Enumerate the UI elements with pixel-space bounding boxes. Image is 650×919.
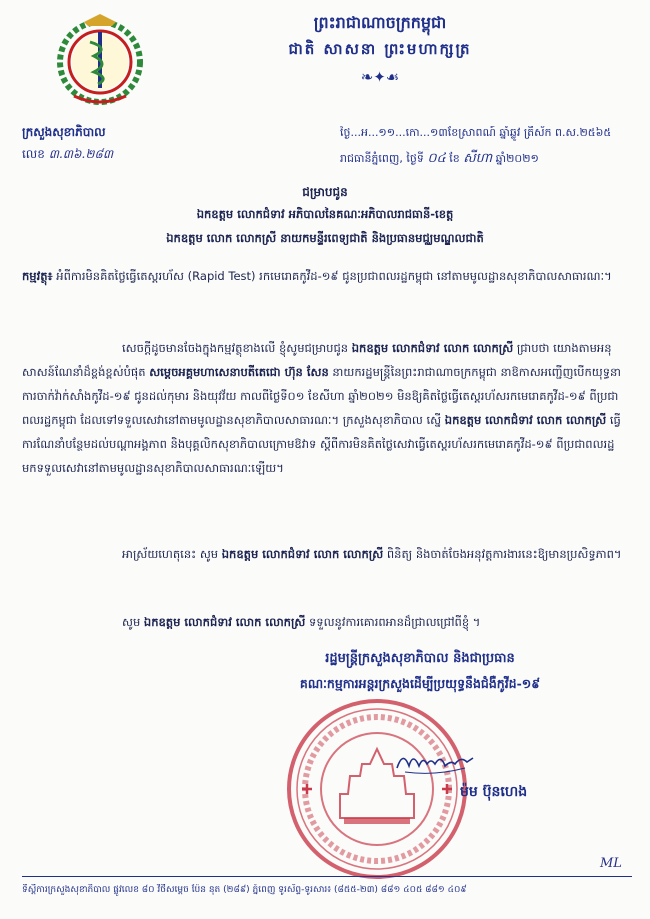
reference-label: លេខ <box>22 147 45 161</box>
date-month: សីហា <box>463 151 493 166</box>
signatory-title-2: គណៈកម្មការអន្តរក្រសួងដើម្បីប្រយុទ្ធនឹងជំងឺកូវីដ-១៩ <box>299 676 541 691</box>
body-text: នាយករដ្ឋមន្ត្រីនៃព្រះរាជាណាចក្រកម្ពុជា នាឱកាសអញ្ជើញបើកយុទ្ធនាការចាក់វ៉ាក់សាំងកូវីដ-១៩ ជូនដល់កុមារ និងយុវវ័យ កាលពីថ្ងៃទី០១ ខែសីហា ឆ្នាំ២០២១ មិនឱ្យគិតថ្លៃធ្វើតេស្តរហ័សរកមេរោគកូវីដ-១៩ ពីប្រជាពលរដ្ឋកម្ពុជា ដែលទៅទទួលសេវានៅតាមមូលដ្ឋានសុខាភិបាលសាធារណៈ។ ក្រសួងសុខាភិបាល ស្នើ <box>22 365 621 427</box>
addressee-bold: ឯកឧត្តម លោកជំទាវ លោក លោកស្រី <box>351 341 514 355</box>
subject-label: កម្មវត្ថុ៖ <box>22 269 53 283</box>
recipient-line-1: ឯកឧត្តម លោកជំទាវ អភិបាលនៃគណៈអភិបាលរាជធានី-ខេត្ត <box>196 207 454 221</box>
body-text: ពិនិត្យ និងចាត់ចែងអនុវត្តការងារនេះឱ្យមានប្រសិទ្ធភាព។ <box>383 547 622 561</box>
solar-date-prefix: រាជធានីភ្នំពេញ, ថ្ងៃទី <box>340 152 424 165</box>
date-year: ២០២១ <box>506 152 539 165</box>
recipient-line-2: ឯកឧត្តម លោក លោកស្រី នាយកមន្ទីរពេទ្យជាតិ និងប្រធានមជ្ឈមណ្ឌលជាតិ <box>166 231 484 245</box>
official-seal-stamp <box>282 694 472 884</box>
initials-mark: ML <box>600 856 622 871</box>
prime-minister-name: សម្តេចអគ្គមហាសេនាបតីតេជោ ហ៊ុន សែន <box>149 365 329 379</box>
signatory-name: ម៉ម ប៊ុនហេង <box>460 784 528 800</box>
body-text: ទទួលនូវការគោរពអានដ៏ជ្រាលជ្រៅពីខ្ញុំ ។ <box>305 615 481 629</box>
handwritten-signature <box>395 742 475 782</box>
ornament-divider: ❧✦☙ <box>360 68 400 86</box>
reference-value: ៣.៣៦.២៨៣ <box>48 147 114 161</box>
body-text: ធ្វើការណែនាំបន្ថែមដល់បណ្តាអង្គភាព និងបុគ្គលិកសុខាភិបាលក្រោមឱវាទ ស្តីពីការមិនគិតថ្លៃសេវាធ្វើតេស្តរហ័សរកមេរោគកូវីដ-១៩ ពីប្រជាពលរដ្ឋ មកទទួលសេវានៅតាមមូលដ្ឋានសុខាភិបាលសាធារណៈឡើយ។ <box>22 413 621 475</box>
body-paragraph-1 <box>22 336 632 480</box>
reference-number <box>22 146 113 164</box>
respect-heading: ជម្រាបជូន <box>302 185 348 199</box>
closing-paragraph <box>22 610 632 634</box>
addressee-bold: ឯកឧត្តម លោកជំទាវ លោក លោកស្រី <box>143 615 306 629</box>
body-text: សេចក្តីដូចមានចែងក្នុងកម្មវត្ថុខាងលើ ខ្ញុំសូមជម្រាបជូន <box>122 341 352 355</box>
addressee-bold: ឯកឧត្តម លោកជំទាវ លោក លោកស្រី <box>444 413 607 427</box>
body-text: ជ្រាបថា យោងតាមអនុសាសន៍ណែនាំដ៏ខ្ពង់ខ្ពស់បំផុត <box>22 341 612 379</box>
footer-divider <box>22 876 632 877</box>
national-motto: ជាតិ សាសនា ព្រះមហាក្សត្រ <box>288 40 472 58</box>
date-month-label: ខែ <box>449 152 460 165</box>
date-year-label: ឆ្នាំ <box>495 152 507 165</box>
body-paragraph-2 <box>22 542 632 566</box>
ministry-logo-emblem <box>54 12 146 108</box>
signatory-title-1: រដ្ឋមន្ត្រីក្រសួងសុខាភិបាល និងជាប្រធាន <box>325 651 515 666</box>
kingdom-header: ព្រះរាជាណាចក្រកម្ពុជា <box>313 13 447 32</box>
date-day: ០៤ <box>427 151 446 166</box>
lunar-date: ថ្ងៃ...អ...១១...កោ...១៣ខែស្រាពណ៍ ឆ្នាំឆ្លូវ ត្រីស័ក ព.ស.២៥៦៥ <box>340 126 612 139</box>
body-text: អាស្រ័យហេតុនេះ សូម <box>122 547 222 561</box>
addressee-bold: ឯកឧត្តម លោកជំទាវ លោក លោកស្រី <box>221 547 384 561</box>
footer-address: ទីស្តីការក្រសួងសុខាភិបាល ផ្លូវលេខ ៨០ វិថីសម្តេច ប៉ែន នុត (២៨៩) ភ្នំពេញ ទូរស័ព្ទ-ទូរសារ៖ (៨៥៥-២៣) ៨៨១ ៤០៥ ៨៨១ ៤០៩ <box>22 885 467 895</box>
solar-date <box>340 150 640 169</box>
ministry-name: ក្រសួងសុខាភិបាល <box>22 125 106 139</box>
subject-paragraph <box>22 264 632 288</box>
subject-text: អំពីការមិនគិតថ្លៃធ្វើតេស្តរហ័ស (Rapid Test) រកមេរោគកូវីដ-១៩ ជូនប្រជាពលរដ្ឋកម្ពុជា នៅតាមមូលដ្ឋានសុខាភិបាលសាធារណៈ។ <box>52 269 612 283</box>
body-text: សូម <box>122 615 144 629</box>
